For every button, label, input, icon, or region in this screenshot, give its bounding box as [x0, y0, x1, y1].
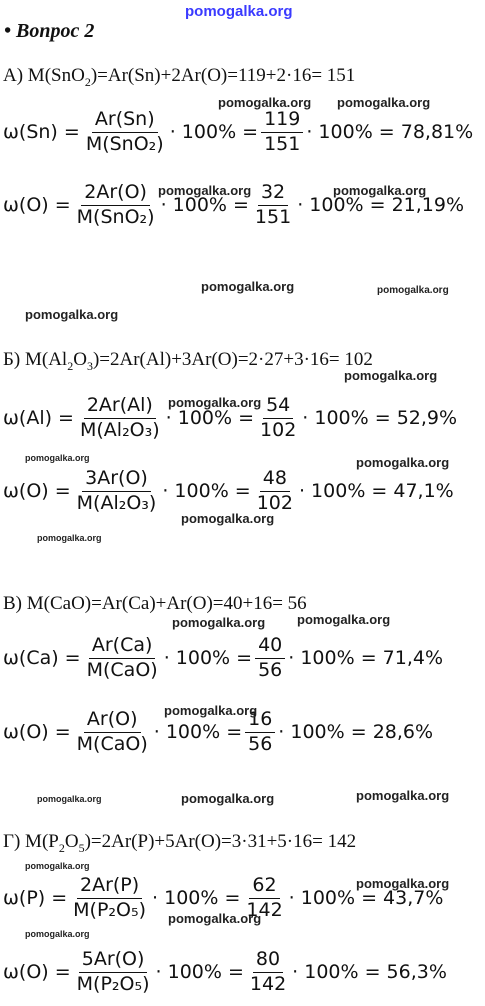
watermark-top: pomogalka.org [185, 3, 293, 20]
watermark: pomogalka.org [218, 95, 312, 110]
watermark: pomogalka.org [25, 929, 90, 939]
watermark: pomogalka.org [297, 612, 391, 627]
watermark: pomogalka.org [158, 183, 252, 198]
watermark: pomogalka.org [25, 861, 90, 871]
formula-d1: ω(P) = $\frac{2Ar(P)}{\text{M(P₂O₅)}}$ · 100% = $\frac{62}{142}$ · 100% = 43,7% [3, 874, 444, 921]
watermark: pomogalka.org [164, 703, 258, 718]
watermark: pomogalka.org [333, 183, 427, 198]
watermark: pomogalka.org [181, 511, 275, 526]
formula-a1: ω(Sn) = $\frac{Ar(Sn)}{\text{M(SnO₂)}}$ · 100% = $\frac{119}{151}$ · 100% = 78,81% [3, 108, 474, 155]
watermark: pomogalka.org [344, 368, 438, 383]
section-b-heading: Б) $M(Al_2O_3)=2Ar(Al)+3Ar(O)=2\cdot 27+3\cdot 16= 102$ [3, 349, 373, 373]
watermark: pomogalka.org [181, 791, 275, 806]
watermark: pomogalka.org [25, 307, 119, 322]
question-title: • Вопрос 2 [4, 20, 95, 42]
watermark: pomogalka.org [337, 95, 431, 110]
watermark: pomogalka.org [172, 615, 266, 630]
section-d-heading: Г) $M(P_2O_5)=2Ar(P)+5Ar(O)=3\cdot 31+5\cdot 16= 142$ [3, 831, 357, 855]
watermark: pomogalka.org [356, 876, 450, 891]
watermark: pomogalka.org [377, 285, 449, 296]
formula-c1: ω(Ca) = $\frac{Ar(Ca)}{\text{M(CaO)}}$ · 100% = $\frac{40}{56}$ · 100% = 71,4% [3, 634, 444, 681]
watermark: pomogalka.org [168, 395, 262, 410]
formula-d2: ω(O) = $\frac{5Ar(O)}{\text{M(P₂O₅)}}$ · 100% = $\frac{80}{142}$ · 100% = 56,3% [3, 948, 447, 995]
watermark: pomogalka.org [37, 794, 102, 804]
section-a-heading: А) M(SnO$_2$)=Ar(Sn)+2Ar(O)=119+2·16= 151 [3, 65, 356, 89]
formula-a2: ω(O) = $\frac{2Ar(O)}{\text{M(SnO₂)}}$ · 100% = $\frac{32}{151}$ · 100% = 21,19% [3, 181, 465, 228]
formula-b2: ω(O) = $\frac{3Ar(O)}{\text{M(Al₂O₃)}}$ · 100% = $\frac{48}{102}$ · 100% = 47,1% [3, 467, 454, 514]
formula-c2: ω(O) = $\frac{Ar(O)}{\text{M(CaO)}}$ · 100% = $\frac{16}{56}$ · 100% = 28,6% [3, 708, 434, 755]
watermark: pomogalka.org [356, 788, 450, 803]
watermark: pomogalka.org [37, 533, 102, 543]
formula-b1: ω(Al) = $\frac{2Ar(Al)}{\text{M(Al₂O₃)}}$ · 100% = $\frac{54}{102}$ · 100% = 52,9% [3, 394, 458, 441]
watermark: pomogalka.org [356, 455, 450, 470]
section-c-heading: В) M(CaO)=Ar(Ca)+Ar(O)=40+16= 56 [3, 593, 307, 614]
watermark: pomogalka.org [201, 279, 295, 294]
watermark: pomogalka.org [25, 453, 90, 463]
watermark: pomogalka.org [168, 911, 262, 926]
